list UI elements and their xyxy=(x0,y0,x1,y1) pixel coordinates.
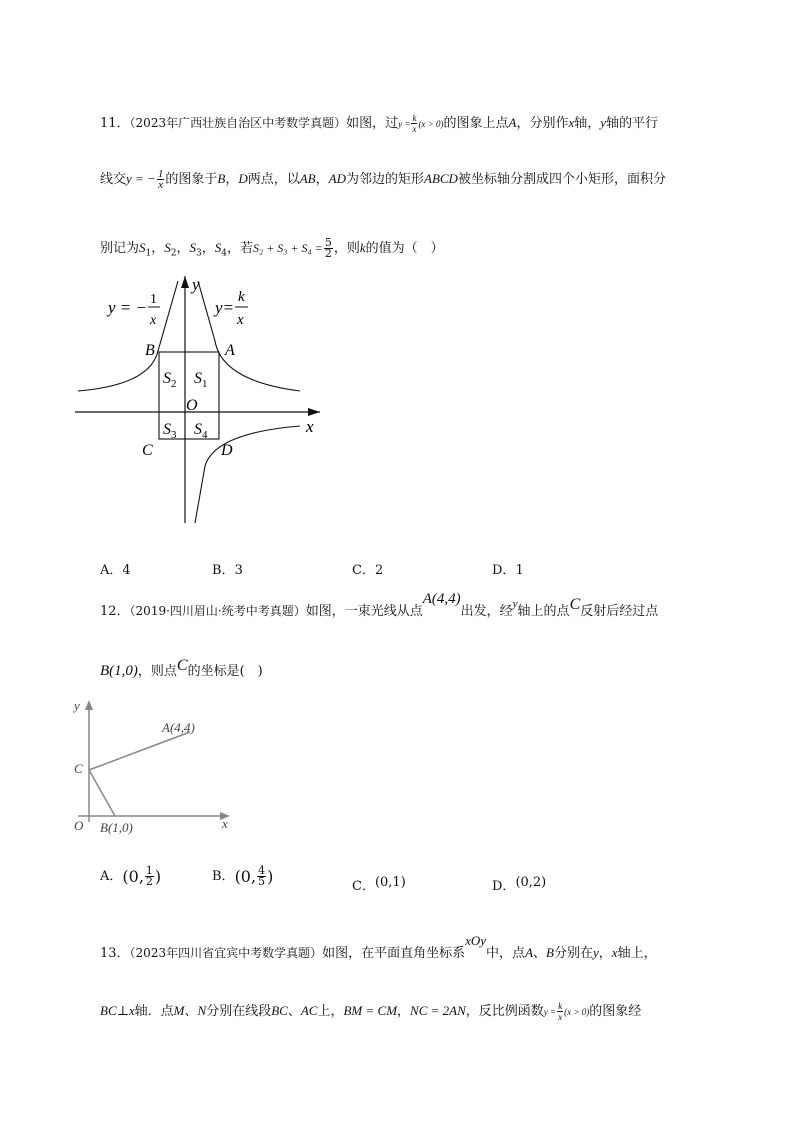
fraction-1-over-x: $\frac{1}{x}$ xyxy=(157,168,164,191)
x-axis-label: x xyxy=(306,417,314,436)
x-axis-label: x xyxy=(222,816,228,831)
question-number: 13． xyxy=(100,946,130,961)
svg-text:k: k xyxy=(238,289,245,305)
q12-option-b[interactable]: B．(0, $\frac{4}{5}$ ) xyxy=(212,864,274,888)
q12-option-a[interactable]: A．(0, $\frac{1}{2}$ ) xyxy=(100,864,162,888)
y-axis-arrow-icon xyxy=(181,276,189,288)
q12-line-1: 12．（2019·四川眉山·统考中考真题）如图，一束光线从点A(4,4)出发，经$^y$轴上的点C反射后经过点 xyxy=(100,591,659,619)
origin-label: O xyxy=(186,397,198,414)
q11-line-1: 11．（2023年广西壮族自治区中考数学真题）如图，过y = $\frac{k}{x}$ (x > 0)的图象上点A，分别作x轴，y轴的平行 xyxy=(100,113,659,134)
light-ray-c-to-b xyxy=(89,770,115,816)
point-a-label: A xyxy=(225,342,235,359)
y-axis-arrow-icon xyxy=(85,700,93,710)
q11-line-3: 别记为$S_1$，$S_2$，$S_3$，$S_4$，若S₂ + S₃ + S₄ = $\frac{5}{2}$ ，则k的值为（ ） xyxy=(100,236,444,260)
point-a-label: A(4,4) xyxy=(162,720,195,735)
q11-line-2: 线交y = − $\frac{1}{x}$ 的图象于B，D两点，以AB，AD为邻边的矩形ABCD被坐标轴分割成四个小矩形，面积分 xyxy=(100,168,666,191)
point-c-label: C xyxy=(142,442,153,459)
curve-right-label: y= xyxy=(215,298,235,317)
q12-option-c[interactable]: C．(0,1) xyxy=(352,875,406,894)
question-source: （2023年广西壮族自治区中考数学真题） xyxy=(129,116,347,130)
q11-option-d[interactable]: D．1 xyxy=(492,563,524,578)
region-s4-label: $S_4$ xyxy=(194,421,208,441)
curve-y-k-over-x-q1 xyxy=(198,281,300,391)
q13-line-2: BC⊥x轴．点M、N分别在线段BC、AC上，BM = CM，NC = 2AN，反比例函数y = $\frac{k}{x}$ (x > 0)的图象经 xyxy=(100,1001,642,1022)
fraction-k-over-x: $\frac{k}{x}$ xyxy=(412,113,417,134)
point-b-label: B(1,0) xyxy=(100,820,133,835)
y-axis-label: y xyxy=(74,698,80,713)
question-number: 11． xyxy=(100,116,130,131)
region-s1-label: $S_1$ xyxy=(194,370,208,390)
q13-line-1: 13．（2023年四川省宜宾中考数学真题）如图，在平面直角坐标系xOy中，点A、B分别在y，x轴上， xyxy=(100,933,657,961)
question-source: （2019·四川眉山·统考中考真题） xyxy=(129,604,306,618)
q11-option-a[interactable]: A．4 xyxy=(100,563,131,578)
y-axis-label: y xyxy=(192,275,200,294)
point-c-label: C xyxy=(74,761,83,776)
curve-y-k-over-x-q4 xyxy=(195,426,300,523)
q11-option-b[interactable]: B．3 xyxy=(212,563,243,578)
region-s2-label: $S_2$ xyxy=(163,370,177,390)
q11-option-c[interactable]: C．2 xyxy=(352,563,384,578)
svg-text:x: x xyxy=(150,313,157,328)
light-ray-a-to-c xyxy=(89,732,190,770)
q11-figure xyxy=(70,270,330,530)
point-b-label: B xyxy=(145,342,155,359)
svg-text:x: x xyxy=(237,312,244,328)
point-d-label: D xyxy=(221,442,233,459)
fraction-5-over-2: $\frac{5}{2}$ xyxy=(324,236,332,260)
q12-option-d[interactable]: D．(0,2) xyxy=(492,875,547,894)
region-s3-label: $S_3$ xyxy=(163,421,177,441)
q12-figure xyxy=(70,692,250,837)
svg-text:1: 1 xyxy=(150,292,157,307)
curve-left-label: y = − xyxy=(108,298,147,317)
question-number: 12． xyxy=(100,604,130,619)
q12-line-2: B(1,0)，则点C的坐标是( ) xyxy=(100,657,263,679)
question-source: （2023年四川省宜宾中考数学真题） xyxy=(129,946,323,960)
x-axis-arrow-icon xyxy=(308,408,320,416)
origin-label: O xyxy=(74,818,84,833)
